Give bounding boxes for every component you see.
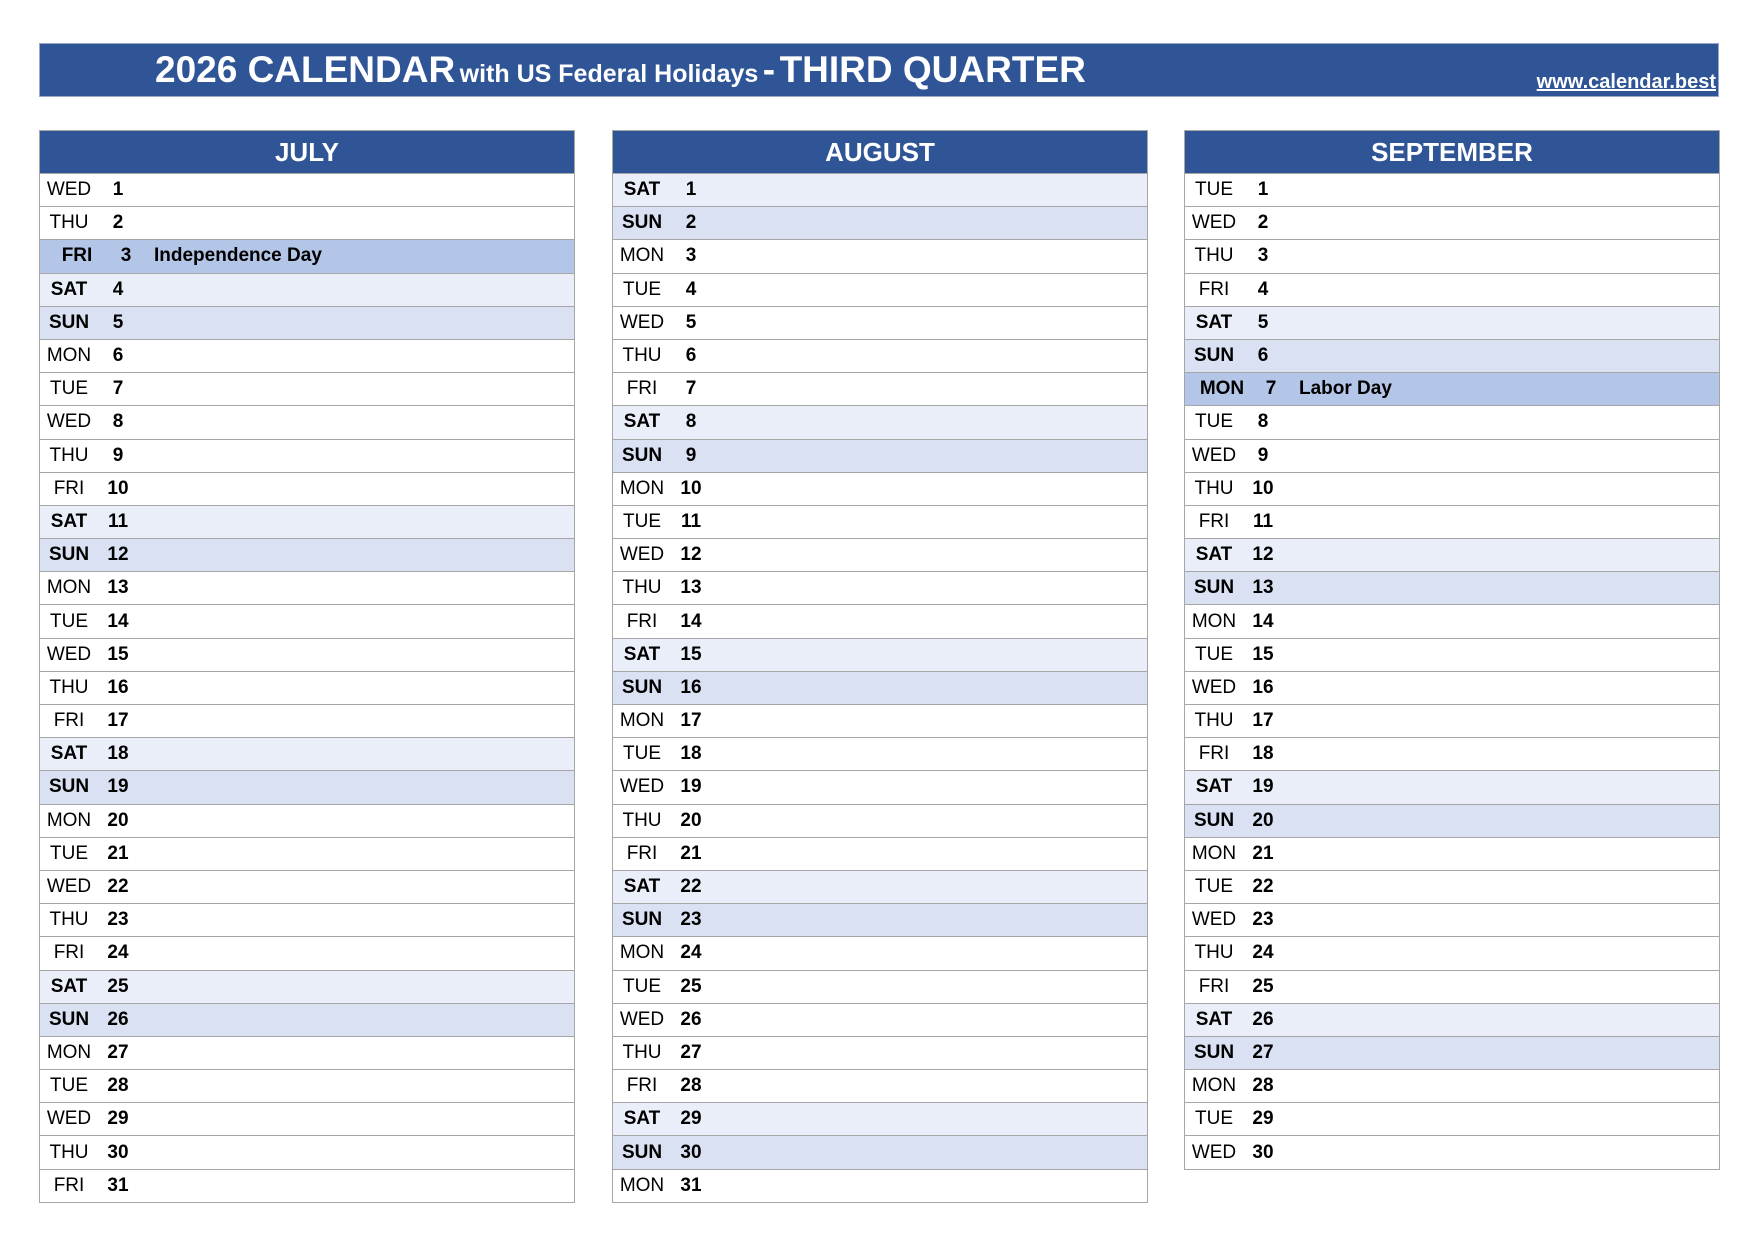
day-of-week: WED [46, 179, 92, 201]
day-row [40, 1069, 574, 1102]
day-of-week: TUE [50, 610, 88, 632]
day-number: 25 [107, 975, 129, 997]
day-of-week: FRI [61, 245, 93, 267]
day-number: 28 [1252, 1075, 1274, 1097]
day-row [613, 505, 1147, 538]
day-number: 10 [107, 477, 129, 499]
day-number: 29 [1252, 1108, 1274, 1130]
day-number: 27 [107, 1041, 129, 1063]
day-of-week: FRI [1198, 278, 1230, 300]
day-row [613, 737, 1147, 770]
day-number: 1 [112, 179, 124, 201]
title-dash: - [762, 49, 776, 90]
day-of-week: TUE [1195, 643, 1233, 665]
day-number: 23 [680, 909, 702, 931]
day-row [40, 737, 574, 770]
day-row [1185, 405, 1719, 438]
day-number: 8 [685, 411, 697, 433]
day-row [613, 206, 1147, 239]
day-of-week: MON [619, 710, 665, 732]
day-number: 27 [680, 1041, 702, 1063]
day-row [40, 1102, 574, 1135]
day-row [40, 405, 574, 438]
day-list [1185, 173, 1719, 1169]
day-row [1185, 970, 1719, 1003]
day-number: 10 [680, 477, 702, 499]
day-number: 24 [1252, 942, 1274, 964]
day-of-week: SUN [621, 909, 663, 931]
day-of-week: WED [619, 311, 665, 333]
day-number: 19 [680, 776, 702, 798]
day-of-week: THU [49, 676, 89, 698]
day-of-week: MON [1191, 1075, 1237, 1097]
day-row [613, 1169, 1147, 1202]
day-of-week: THU [1194, 710, 1234, 732]
day-number: 26 [107, 1008, 129, 1030]
day-of-week: SAT [50, 743, 88, 765]
day-number: 25 [680, 975, 702, 997]
day-of-week: MON [619, 1174, 665, 1196]
day-row [1185, 339, 1719, 372]
day-number: 30 [680, 1141, 702, 1163]
day-row [1185, 173, 1719, 206]
day-row [613, 903, 1147, 936]
day-number: 13 [680, 577, 702, 599]
day-of-week: MON [619, 245, 665, 267]
day-of-week: TUE [50, 1075, 88, 1097]
day-of-week: FRI [53, 942, 85, 964]
day-of-week: SAT [623, 643, 661, 665]
day-number: 5 [1257, 311, 1269, 333]
page-title [155, 48, 1086, 100]
day-of-week: FRI [626, 378, 658, 400]
day-of-week: THU [622, 1041, 662, 1063]
day-number: 8 [112, 411, 124, 433]
day-number: 15 [107, 643, 129, 665]
day-of-week: SUN [621, 212, 663, 234]
day-row [40, 538, 574, 571]
holiday-name: Labor Day [1299, 378, 1392, 400]
day-row [1185, 903, 1719, 936]
day-of-week: SAT [1195, 544, 1233, 566]
day-of-week: SUN [48, 311, 90, 333]
day-number: 4 [1257, 278, 1269, 300]
day-number: 20 [1252, 809, 1274, 831]
day-row [613, 239, 1147, 272]
day-number: 30 [107, 1141, 129, 1163]
day-of-week: WED [1191, 1141, 1237, 1163]
day-number: 6 [112, 345, 124, 367]
month-header: SEPTEMBER [1185, 131, 1719, 173]
day-number: 7 [112, 378, 124, 400]
day-row [1185, 239, 1719, 272]
day-of-week: WED [1191, 909, 1237, 931]
day-of-week: WED [619, 776, 665, 798]
holiday-name: Independence Day [154, 245, 322, 267]
day-of-week: FRI [53, 1174, 85, 1196]
day-of-week: SUN [621, 444, 663, 466]
day-number: 30 [1252, 1141, 1274, 1163]
day-row [40, 1003, 574, 1036]
day-row [613, 472, 1147, 505]
day-of-week: WED [1191, 676, 1237, 698]
day-row [1185, 870, 1719, 903]
day-row [613, 372, 1147, 405]
day-row [613, 273, 1147, 306]
month-september [1184, 130, 1720, 1170]
day-row [1185, 472, 1719, 505]
day-row [1185, 538, 1719, 571]
day-of-week: SAT [1195, 1008, 1233, 1030]
day-row [1185, 604, 1719, 637]
day-row [40, 903, 574, 936]
day-number: 16 [680, 676, 702, 698]
title-subtitle: with US Federal Holidays [459, 60, 759, 88]
day-row [1185, 372, 1719, 405]
day-row [1185, 571, 1719, 604]
day-number: 1 [1257, 179, 1269, 201]
day-number: 17 [107, 710, 129, 732]
day-number: 12 [1252, 544, 1274, 566]
day-number: 7 [1265, 378, 1277, 400]
day-number: 13 [1252, 577, 1274, 599]
day-row [40, 770, 574, 803]
day-row [40, 505, 574, 538]
day-number: 28 [680, 1075, 702, 1097]
day-number: 8 [1257, 411, 1269, 433]
day-row [613, 936, 1147, 969]
day-number: 15 [680, 643, 702, 665]
day-number: 16 [107, 676, 129, 698]
day-of-week: SAT [50, 278, 88, 300]
day-row [613, 1036, 1147, 1069]
day-of-week: THU [1194, 245, 1234, 267]
day-number: 14 [107, 610, 129, 632]
day-number: 15 [1252, 643, 1274, 665]
day-row [613, 1069, 1147, 1102]
day-number: 12 [107, 544, 129, 566]
day-of-week: MON [619, 942, 665, 964]
day-row [1185, 306, 1719, 339]
day-number: 31 [680, 1174, 702, 1196]
day-of-week: SUN [1193, 1041, 1235, 1063]
day-of-week: SAT [1195, 776, 1233, 798]
day-of-week: SAT [623, 179, 661, 201]
day-number: 20 [107, 809, 129, 831]
day-of-week: MON [1199, 378, 1245, 400]
day-number: 26 [1252, 1008, 1274, 1030]
day-row [1185, 1003, 1719, 1036]
day-of-week: THU [622, 809, 662, 831]
day-row [1185, 439, 1719, 472]
day-row [40, 1135, 574, 1168]
day-of-week: WED [46, 876, 92, 898]
calendar-title-bar [39, 43, 1719, 97]
day-number: 29 [680, 1108, 702, 1130]
day-row [613, 538, 1147, 571]
day-of-week: FRI [626, 842, 658, 864]
day-number: 11 [1252, 510, 1274, 532]
day-of-week: SUN [48, 544, 90, 566]
day-row [40, 936, 574, 969]
day-number: 27 [1252, 1041, 1274, 1063]
day-of-week: FRI [626, 610, 658, 632]
day-number: 3 [1257, 245, 1269, 267]
day-of-week: FRI [1198, 743, 1230, 765]
day-of-week: THU [49, 1141, 89, 1163]
day-number: 3 [685, 245, 697, 267]
day-of-week: SAT [50, 975, 88, 997]
day-number: 4 [112, 278, 124, 300]
day-number: 2 [1257, 212, 1269, 234]
day-of-week: SAT [1195, 311, 1233, 333]
day-row [40, 638, 574, 671]
day-of-week: THU [622, 577, 662, 599]
day-row [613, 638, 1147, 671]
day-number: 22 [680, 876, 702, 898]
day-row [40, 273, 574, 306]
day-of-week: TUE [1195, 876, 1233, 898]
day-number: 7 [685, 378, 697, 400]
day-of-week: FRI [53, 710, 85, 732]
day-row [613, 339, 1147, 372]
day-of-week: MON [46, 577, 92, 599]
day-row [613, 704, 1147, 737]
day-number: 20 [680, 809, 702, 831]
day-of-week: SUN [48, 776, 90, 798]
day-row [613, 1102, 1147, 1135]
day-number: 4 [685, 278, 697, 300]
day-row [1185, 638, 1719, 671]
day-row [613, 970, 1147, 1003]
day-row [40, 173, 574, 206]
day-row [613, 837, 1147, 870]
day-list [40, 173, 574, 1202]
day-number: 22 [107, 876, 129, 898]
day-row [613, 870, 1147, 903]
day-number: 21 [1252, 842, 1274, 864]
website-link[interactable]: www.calendar.best [1536, 71, 1716, 93]
day-number: 28 [107, 1075, 129, 1097]
day-number: 3 [120, 245, 132, 267]
day-number: 5 [685, 311, 697, 333]
day-of-week: FRI [1198, 975, 1230, 997]
day-of-week: SUN [1193, 577, 1235, 599]
day-row [613, 770, 1147, 803]
day-of-week: WED [46, 411, 92, 433]
day-of-week: SUN [621, 1141, 663, 1163]
day-of-week: MON [1191, 842, 1237, 864]
day-of-week: SUN [48, 1008, 90, 1030]
day-of-week: WED [619, 544, 665, 566]
day-of-week: MON [46, 345, 92, 367]
day-of-week: WED [46, 643, 92, 665]
day-row [1185, 206, 1719, 239]
day-row [40, 339, 574, 372]
day-row [613, 439, 1147, 472]
day-of-week: MON [46, 1041, 92, 1063]
title-quarter: THIRD QUARTER [779, 49, 1086, 90]
day-number: 11 [107, 510, 129, 532]
day-of-week: SUN [1193, 345, 1235, 367]
day-row [613, 405, 1147, 438]
day-row [40, 870, 574, 903]
day-number: 19 [107, 776, 129, 798]
day-number: 26 [680, 1008, 702, 1030]
day-of-week: MON [1191, 610, 1237, 632]
day-of-week: SAT [50, 510, 88, 532]
month-header: JULY [40, 131, 574, 173]
day-number: 24 [680, 942, 702, 964]
day-row [1185, 837, 1719, 870]
day-of-week: SUN [1193, 809, 1235, 831]
day-of-week: WED [619, 1008, 665, 1030]
day-of-week: SAT [623, 1108, 661, 1130]
day-row [40, 1036, 574, 1069]
day-number: 24 [107, 942, 129, 964]
day-number: 2 [112, 212, 124, 234]
day-list [613, 173, 1147, 1202]
day-of-week: TUE [1195, 1108, 1233, 1130]
day-row [40, 372, 574, 405]
day-row [613, 804, 1147, 837]
day-number: 13 [107, 577, 129, 599]
day-of-week: WED [1191, 212, 1237, 234]
day-row [40, 306, 574, 339]
day-of-week: WED [1191, 444, 1237, 466]
day-of-week: FRI [626, 1075, 658, 1097]
day-of-week: WED [46, 1108, 92, 1130]
day-row [1185, 704, 1719, 737]
day-row [40, 970, 574, 1003]
day-row [1185, 737, 1719, 770]
day-number: 1 [685, 179, 697, 201]
day-row [1185, 936, 1719, 969]
day-of-week: THU [49, 444, 89, 466]
day-row [613, 671, 1147, 704]
day-row [1185, 273, 1719, 306]
day-of-week: MON [619, 477, 665, 499]
day-row [40, 804, 574, 837]
month-july [39, 130, 575, 1203]
day-number: 17 [680, 710, 702, 732]
day-of-week: TUE [623, 278, 661, 300]
day-row [1185, 770, 1719, 803]
day-row [40, 671, 574, 704]
day-row [40, 1169, 574, 1202]
day-number: 14 [1252, 610, 1274, 632]
day-row [40, 704, 574, 737]
day-row [613, 571, 1147, 604]
day-row [1185, 1036, 1719, 1069]
day-number: 22 [1252, 876, 1274, 898]
day-row [613, 1135, 1147, 1168]
day-row [40, 604, 574, 637]
day-number: 18 [1252, 743, 1274, 765]
day-number: 18 [680, 743, 702, 765]
day-row [1185, 1069, 1719, 1102]
day-row [40, 439, 574, 472]
day-row [613, 604, 1147, 637]
day-of-week: FRI [53, 477, 85, 499]
title-year-calendar: 2026 CALENDAR [155, 49, 456, 90]
day-number: 19 [1252, 776, 1274, 798]
day-number: 9 [685, 444, 697, 466]
day-of-week: THU [622, 345, 662, 367]
day-number: 9 [1257, 444, 1269, 466]
day-row [40, 837, 574, 870]
day-number: 23 [107, 909, 129, 931]
day-of-week: TUE [50, 842, 88, 864]
month-header: AUGUST [613, 131, 1147, 173]
day-number: 31 [107, 1174, 129, 1196]
day-number: 9 [112, 444, 124, 466]
day-number: 25 [1252, 975, 1274, 997]
day-row [1185, 804, 1719, 837]
day-row [40, 571, 574, 604]
day-number: 11 [680, 510, 702, 532]
day-of-week: THU [49, 909, 89, 931]
day-of-week: FRI [1198, 510, 1230, 532]
day-number: 5 [112, 311, 124, 333]
month-august [612, 130, 1148, 1203]
day-number: 14 [680, 610, 702, 632]
day-of-week: TUE [623, 743, 661, 765]
day-of-week: MON [46, 809, 92, 831]
day-of-week: SAT [623, 411, 661, 433]
day-of-week: TUE [1195, 179, 1233, 201]
day-of-week: TUE [1195, 411, 1233, 433]
day-number: 23 [1252, 909, 1274, 931]
day-number: 21 [680, 842, 702, 864]
day-number: 12 [680, 544, 702, 566]
day-row [1185, 671, 1719, 704]
day-row [613, 306, 1147, 339]
day-row [1185, 505, 1719, 538]
day-row [1185, 1102, 1719, 1135]
day-number: 21 [107, 842, 129, 864]
day-of-week: TUE [50, 378, 88, 400]
day-row [1185, 1135, 1719, 1168]
day-number: 18 [107, 743, 129, 765]
day-number: 29 [107, 1108, 129, 1130]
day-row [40, 472, 574, 505]
day-number: 10 [1252, 477, 1274, 499]
day-number: 2 [685, 212, 697, 234]
day-of-week: TUE [623, 975, 661, 997]
day-number: 6 [1257, 345, 1269, 367]
day-row [40, 239, 574, 272]
day-row [40, 206, 574, 239]
day-of-week: SAT [623, 876, 661, 898]
day-number: 16 [1252, 676, 1274, 698]
day-of-week: SUN [621, 676, 663, 698]
day-number: 17 [1252, 710, 1274, 732]
day-of-week: TUE [623, 510, 661, 532]
day-of-week: THU [49, 212, 89, 234]
day-row [613, 1003, 1147, 1036]
day-of-week: THU [1194, 477, 1234, 499]
day-of-week: THU [1194, 942, 1234, 964]
day-row [613, 173, 1147, 206]
day-number: 6 [685, 345, 697, 367]
